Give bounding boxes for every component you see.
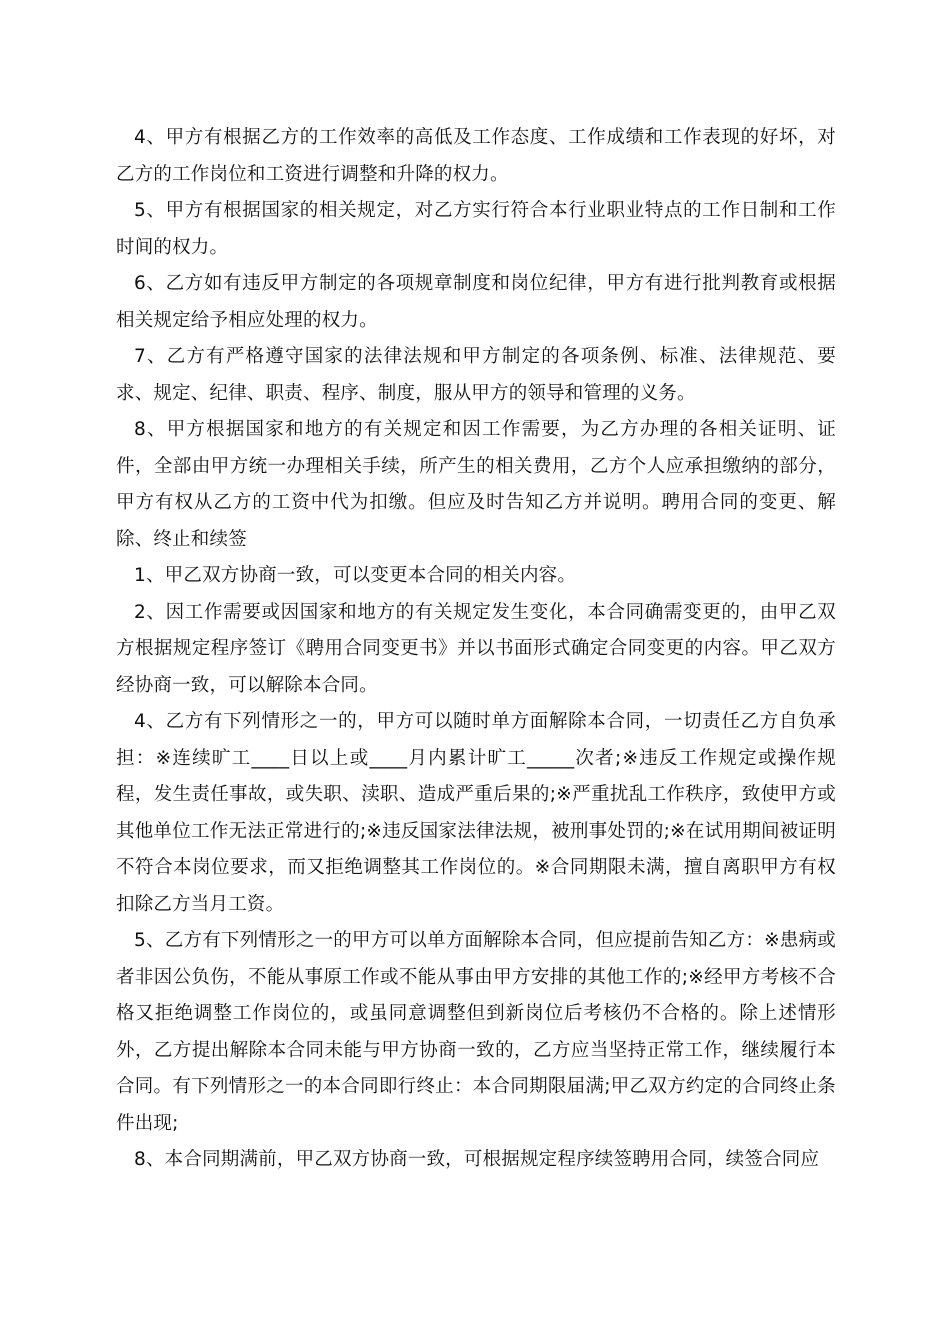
clause-paragraph: 2、因工作需要或因国家和地方的有关规定发生变化，本合同确需变更的，由甲乙双方根据规定程序签订《聘用合同变更书》并以书面形式确定合同变更的内容。甲乙双方经协商一致，可以解除本合同。 [116, 601, 836, 696]
clause-paragraph: 4、甲方有根据乙方的工作效率的高低及工作态度、工作成绩和工作表现的好坏，对乙方的工作岗位和工资进行调整和升降的权力。 [116, 127, 836, 185]
contract-body [116, 120, 836, 1179]
clause-paragraph: 8、甲方根据国家和地方的有关规定和因工作需要，为乙方办理的各相关证明、证件，全部由甲方统一办理相关手续，所产生的相关费用，乙方个人应承担缴纳的部分，甲方有权从乙方的工资中代为扣缴。但应及时告知乙方并说明。聘用合同的变更、解除、终止和续签 [116, 419, 836, 550]
clause-paragraph: 5、乙方有下列情形之一的甲方可以单方面解除本合同，但应提前告知乙方：※患病或者非因公负伤，不能从事原工作或不能从事由甲方安排的其他工作的;※经甲方考核不合格又拒绝调整工作岗位的，或虽同意调整但到新岗位后考核仍不合格的。除上述情形外，乙方提出解除本合同未能与甲方协商一致的，乙方应当坚持正常工作，继续履行本合同。有下列情形之一的本合同即行终止：本合同期限届满;甲乙双方约定的合同终止条件出现; [116, 930, 836, 1134]
clause-paragraph: 5、甲方有根据国家的相关规定，对乙方实行符合本行业职业特点的工作日制和工作时间的权力。 [116, 200, 836, 258]
clause-paragraph: 7、乙方有严格遵守国家的法律法规和甲方制定的各项条例、标准、法律规范、要求、规定、纪律、职责、程序、制度，服从甲方的领导和管理的义务。 [116, 346, 836, 404]
clause-paragraph: 6、乙方如有违反甲方制定的各项规章制度和岗位纪律，甲方有进行批判教育或根据相关规定给予相应处理的权力。 [116, 273, 836, 331]
clause-paragraph: 4、乙方有下列情形之一的，甲方可以随时单方面解除本合同，一切责任乙方自负承担：※连续旷工____日以上或____月内累计旷工_____次者;※违反工作规定或操作规程，发生责任事故，或失职、渎职、造成严重后果的;※严重扰乱工作秩序，致使甲方或其他单位工作无法正常进行的;※违反国家法律法规，被刑事处罚的;※在试用期间被证明不符合本岗位要求，而又拒绝调整其工作岗位的。※合同期限未满，擅自离职甲方有权扣除乙方当月工资。 [116, 711, 836, 915]
clause-paragraph: 1、甲乙双方协商一致，可以变更本合同的相关内容。 [134, 565, 577, 586]
clause-paragraph: 8、本合同期满前，甲乙双方协商一致，可根据规定程序续签聘用合同，续签合同应 [134, 1149, 820, 1170]
